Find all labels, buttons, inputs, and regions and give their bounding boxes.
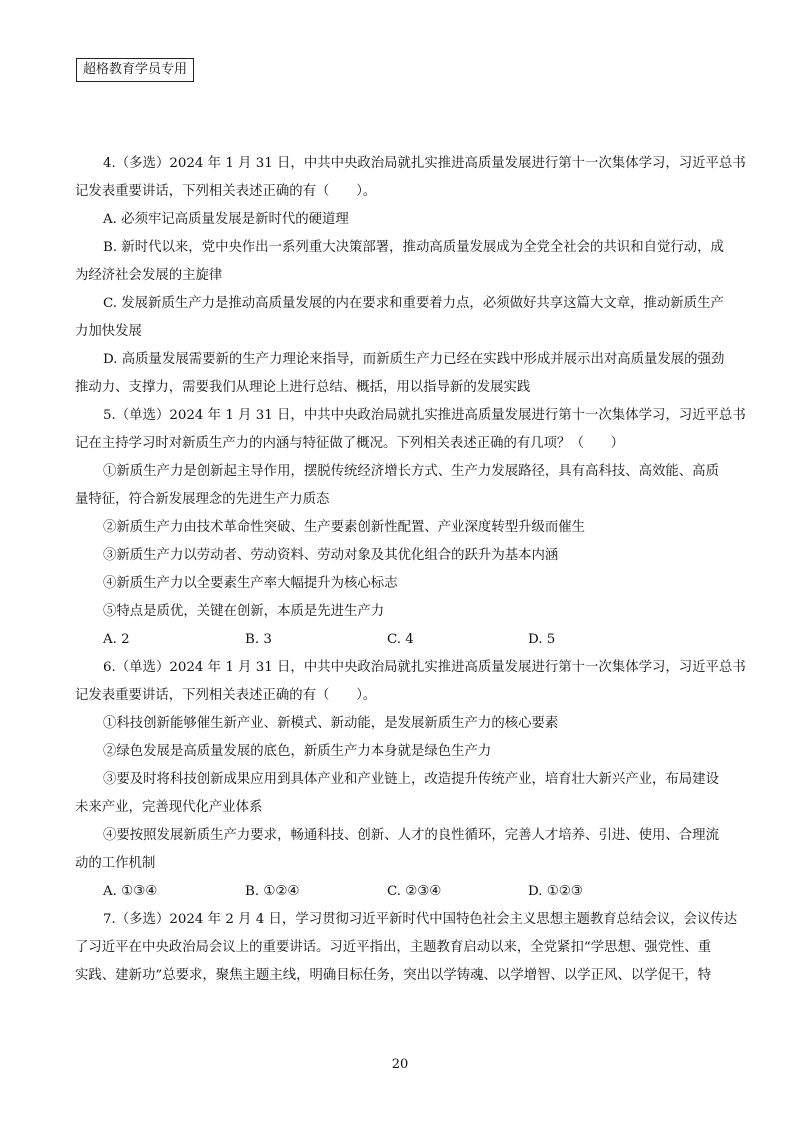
question-6: [75, 654, 746, 906]
statement-5: ⑤特点是质优，关键在创新，本质是先进生产力: [103, 604, 385, 619]
option-a: A. ①③④: [103, 884, 158, 899]
question-stem: 记在主持学习时对新质生产力的内涵与特征做了概况。下列相关表述正确的有几项？（ ）: [75, 436, 625, 451]
question-5: [75, 402, 746, 654]
statement-4: ④新质生产力以全要素生产率大幅提升为核心标志: [103, 576, 398, 591]
question-stem: 记发表重要讲话，下列相关表述正确的有（ ）。: [75, 688, 377, 703]
option-a: A. 2: [103, 632, 130, 647]
option-d: D. 5: [528, 632, 556, 647]
question-stem: 实践、建新功”总要求，聚焦主题主线，明确目标任务，突出以学铸魂、以学增智、以学正风、以学促干，特: [75, 968, 712, 983]
question-stem: 记发表重要讲话，下列相关表述正确的有（ ）。: [75, 184, 377, 199]
statement-2: ②新质生产力由技术革命性突破、生产要素创新性配置、产业深度转型升级而催生: [103, 520, 586, 535]
page-number: 20: [391, 1057, 409, 1072]
option-a: A. 必须牢记高质量发展是新时代的硬道理: [103, 212, 349, 227]
statement-4-continued: 动的工作机制: [75, 856, 156, 871]
option-b: B. 新时代以来，党中央作出一系列重大决策部署，推动高质量发展成为全党全社会的共识和自觉行动，成: [103, 240, 724, 255]
option-b-continued: 为经济社会发展的主旋律: [75, 268, 223, 283]
statement-1-continued: 量特征，符合新发展理念的先进生产力质态: [75, 492, 330, 507]
statement-3: ③要及时将科技创新成果应用到具体产业和产业链上，改造提升传统产业，培育壮大新兴产业，布局建设: [103, 772, 719, 787]
header-label: 超格教育学员专用: [76, 58, 194, 82]
option-c-continued: 力加快发展: [75, 324, 142, 339]
question-stem: 了习近平在中央政治局会议上的重要讲话。习近平指出，主题教育启动以来，全党紧扣“学思想、强党性、重: [75, 940, 712, 955]
statement-3: ③新质生产力以劳动者、劳动资料、劳动对象及其优化组合的跃升为基本内涵: [103, 548, 559, 563]
answer-options: [75, 878, 727, 906]
statement-3-continued: 未来产业，完善现代化产业体系: [75, 800, 263, 815]
statement-4: ④要按照发展新质生产力要求，畅通科技、创新、人才的良性循环，完善人才培养、引进、使用、合理流: [103, 828, 719, 843]
statement-1: ①科技创新能够催生新产业、新模式、新动能，是发展新质生产力的核心要素: [103, 716, 559, 731]
question-stem: 6.（单选）2024 年 1 月 31 日，中共中央政治局就扎实推进高质量发展进行第十一次集体学习，习近平总书: [103, 660, 746, 675]
question-4: [75, 150, 746, 402]
option-c: C. 4: [387, 632, 414, 647]
option-d-continued: 推动力、支撑力，需要我们从理论上进行总结、概括，用以指导新的发展实践: [75, 380, 531, 395]
question-content: [75, 150, 746, 990]
option-c: C. 发展新质生产力是推动高质量发展的内在要求和重要着力点，必须做好共享这篇大文章，推动新质生产: [103, 296, 724, 311]
question-stem: 7.（多选）2024 年 2 月 4 日，学习贯彻习近平新时代中国特色社会主义思想主题教育总结会议，会议传达: [103, 912, 738, 927]
option-b: B. 3: [245, 632, 272, 647]
question-stem: 4.（多选）2024 年 1 月 31 日，中共中央政治局就扎实推进高质量发展进行第十一次集体学习，习近平总书: [103, 156, 746, 171]
answer-options: [75, 626, 727, 654]
option-d: D. ①②③: [528, 884, 583, 899]
option-d: D. 高质量发展需要新的生产力理论来指导，而新质生产力已经在实践中形成并展示出对高质量发展的强劲: [103, 352, 725, 367]
statement-2: ②绿色发展是高质量发展的底色，新质生产力本身就是绿色生产力: [103, 744, 492, 759]
question-7: [75, 906, 738, 990]
option-b: B. ①②④: [245, 884, 300, 899]
option-c: C. ②③④: [387, 884, 442, 899]
question-stem: 5.（单选）2024 年 1 月 31 日，中共中央政治局就扎实推进高质量发展进行第十一次集体学习，习近平总书: [103, 408, 746, 423]
statement-1: ①新质生产力是创新起主导作用，摆脱传统经济增长方式、生产力发展路径，具有高科技、高效能、高质: [103, 464, 719, 479]
